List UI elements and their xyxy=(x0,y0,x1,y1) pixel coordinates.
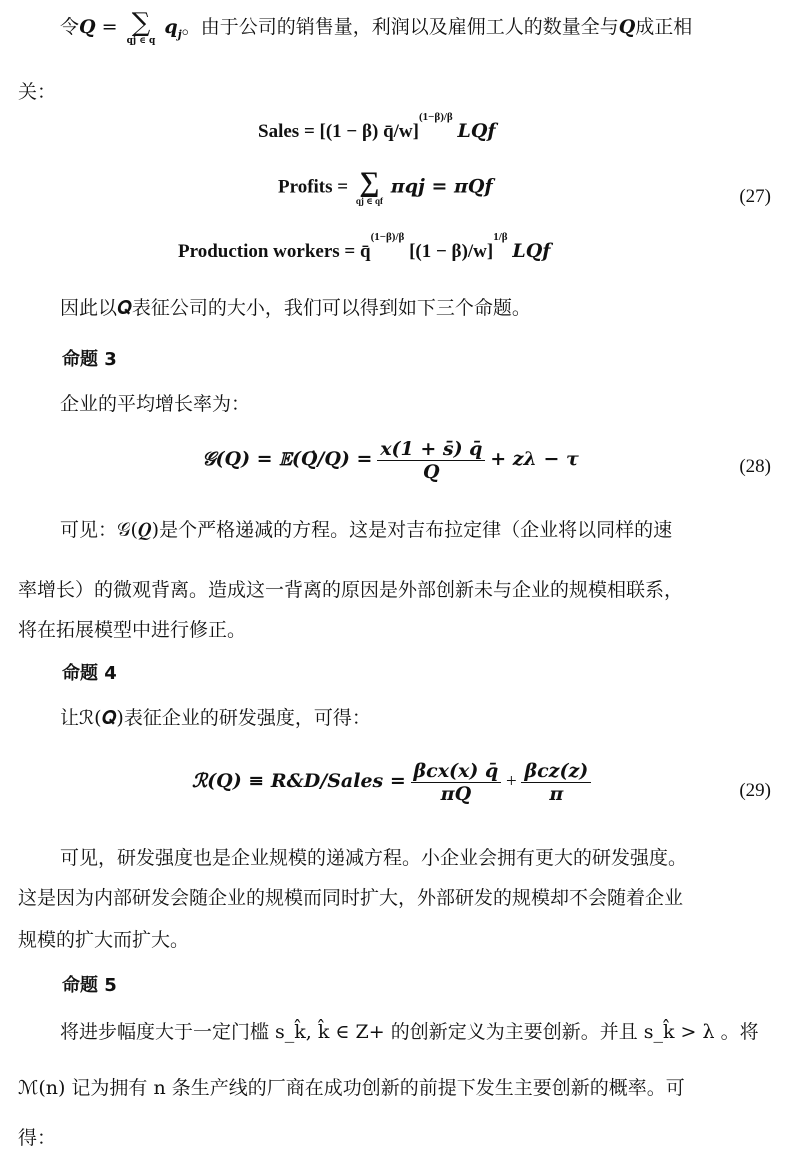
equation-growth: 𝒢(𝑸) = 𝔼(𝑸̇/𝑸) = $\frac{x(1 + s̄) q̄}{Q}$ + zλ − τ xyxy=(202,438,579,483)
equation-number: (29) xyxy=(739,780,771,801)
para-line: 将在拓展模型中进行修正。 xyxy=(18,619,247,641)
para-line: 可见，研发强度也是企业规模的递减方程。小企业会拥有更大的研发强度。 xyxy=(60,847,688,869)
para-line: ℳ(n) 记为拥有 n 条生产线的厂商在成功创新的前提下发生主要创新的概率。可 xyxy=(18,1077,685,1099)
equation-rd: ℛ(𝑸) ≡ R&D/Sales = $\frac{\text{βcx(x) q̄}}{\pi Q}$ + $\frac{\text{βcz(z)}}{\pi}$ xyxy=(192,760,591,805)
sum-operator: ∑ qj ∈ qf xyxy=(355,167,384,206)
equation-number: (27) xyxy=(739,186,771,207)
equation-sales: Sales = [(1 − β) q̄/w]$^{(1-\beta)/\beta}$ LQf xyxy=(258,110,496,142)
heading-prop3: 命题 3 xyxy=(62,349,117,370)
equation-workers: Production workers = q̄$^{(1-\beta)/\beta}$ $[(1 - \beta)/w]^{1/\beta}$ LQf xyxy=(178,230,551,262)
para-line: 规模的扩大而扩大。 xyxy=(18,929,190,951)
math-qj: $q_j$ xyxy=(164,16,182,41)
para-line: 可见：𝒢(𝑸)是个严格递减的方程。这是对吉布拉定律（企业将以同样的速 xyxy=(60,519,673,541)
math-Q: 𝑸 xyxy=(79,16,96,38)
text: 成正相 xyxy=(635,16,693,38)
para-line: 这是因为内部研发会随企业的规模而同时扩大，外部研发的规模却不会随着企业 xyxy=(18,887,684,909)
para-line: 将进步幅度大于一定门槛 s_k̂, k̂ ∈ Z+ 的创新定义为主要创新。并且 s_k̂ > λ 。将 xyxy=(60,1021,759,1043)
equation-profits: Profits = ∑ qj ∈ qf πqj = πQf xyxy=(278,167,493,206)
para-line: 得： xyxy=(18,1127,57,1149)
fraction: $\frac{\text{βcx(x) q̄}}{\pi Q}$ xyxy=(411,760,502,805)
text: 。由于公司的销售量，利润以及雇佣工人的数量全与 xyxy=(181,16,619,38)
para-line: 关： xyxy=(18,81,57,103)
text: 令 xyxy=(60,16,80,38)
sum-operator: ∑ qj ∈ q xyxy=(126,8,156,46)
heading-prop5: 命题 5 xyxy=(62,975,117,996)
para-line: 令𝑸 = ∑ qj ∈ q $q_j$。由于公司的销售量，利润以及雇佣工人的数量全与𝑸成正相 xyxy=(60,8,693,46)
heading-prop4: 命题 4 xyxy=(62,663,117,684)
fraction: $\frac{\text{βcz(z)}}{\pi}$ xyxy=(521,760,591,805)
para-line: 率增长）的微观背离。造成这一背离的原因是外部创新未与企业的规模相联系， xyxy=(18,579,684,601)
para-line: 因此以𝑸表征公司的大小，我们可以得到如下三个命题。 xyxy=(60,297,531,319)
equation-number: (28) xyxy=(739,456,771,477)
para-line: 企业的平均增长率为： xyxy=(60,393,251,415)
fraction: $\frac{x(1 + s̄) q̄}{Q}$ xyxy=(377,438,485,483)
para-line: 让ℛ(𝑸)表征企业的研发强度，可得： xyxy=(60,707,371,729)
